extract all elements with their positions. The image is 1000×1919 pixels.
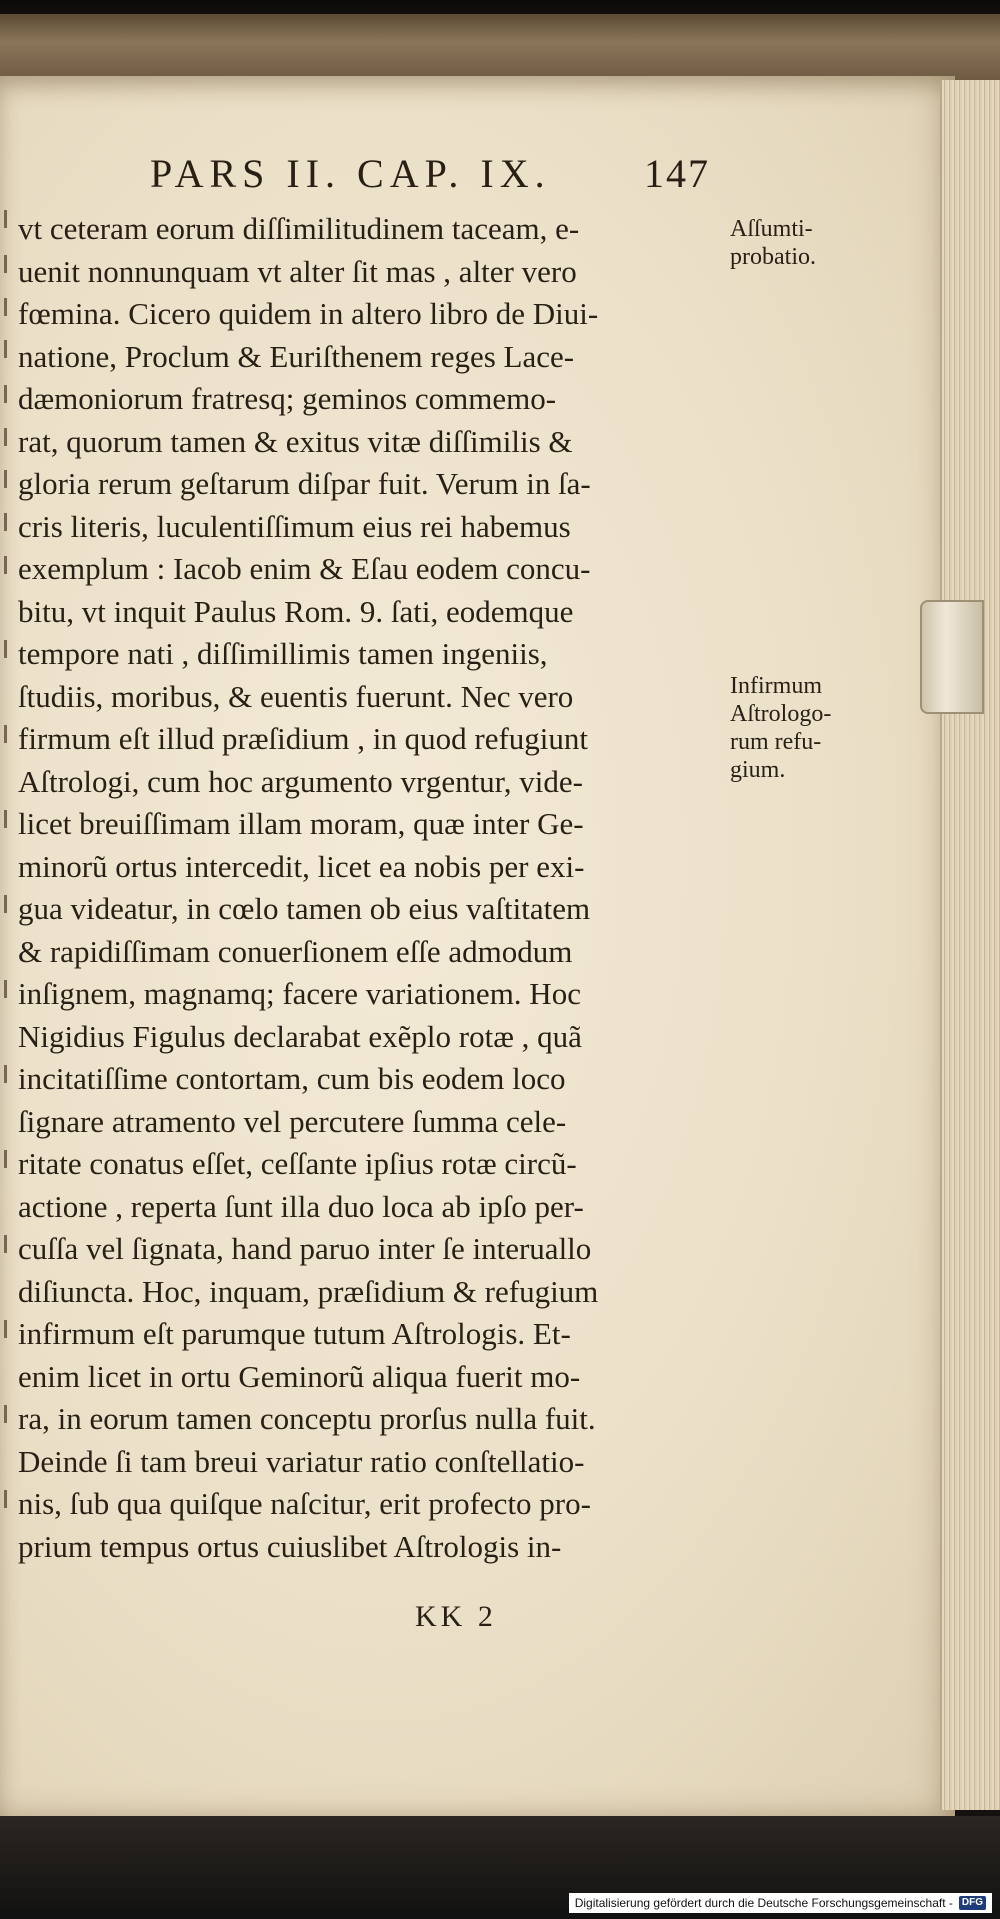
- text-line: ra, in eorum tamen conceptu prorſus nulla fuit.: [18, 1401, 596, 1436]
- text-line: & rapidiſſimam conuerſionem eſſe admodum: [18, 933, 573, 969]
- running-header: [150, 150, 710, 200]
- text-line: bitu, vt inquit Paulus Rom. 9. ſati, eodemque: [18, 593, 574, 629]
- text-line: gua videatur, in cœlo tamen ob eius vaſtitatem: [18, 891, 591, 926]
- margin-note-infirmum: [730, 672, 831, 784]
- text-line: Aſtrologi, cum hoc argumento vrgentur, vide-: [18, 763, 583, 799]
- text-line: nis, ſub qua quiſque naſcitur, erit profecto pro-: [18, 1486, 591, 1521]
- signature-mark: KK 2: [415, 1600, 497, 1633]
- text-line: exemplum : Iacob enim & Eſau eodem concu-: [18, 551, 591, 586]
- margin-note-assumti-probatio: [730, 215, 816, 271]
- text-line: incitatiſſime contortam, cum bis eodem loco: [18, 1061, 566, 1096]
- text-line: ritate conatus eſſet, ceſſante ipſius rotæ circũ-: [18, 1146, 577, 1181]
- text-line: tempore nati , diſſimillimis tamen ingeniis,: [18, 636, 548, 671]
- margin-note-line: rum refu-: [730, 729, 822, 755]
- text-line: minorũ ortus intercedit, licet ea nobis per exi-: [18, 848, 585, 884]
- text-line: Nigidius Figulus declarabat exẽplo rotæ , quã: [18, 1018, 582, 1054]
- running-title: PARS II. CAP. IX.: [150, 151, 551, 196]
- book-clasp: [920, 600, 984, 714]
- credit-text: Digitalisierung gefördert durch die Deutsche Forschungsgemeinschaft -: [574, 1896, 953, 1910]
- text-line: uenit nonnunquam vt alter ſit mas , alter vero: [18, 253, 577, 289]
- page-number: 147: [644, 151, 710, 196]
- text-line: licet breuiſſimam illam moram, quæ inter Ge-: [18, 806, 584, 841]
- margin-note-line: Infirmum: [730, 673, 822, 699]
- text-line: actione , reperta ſunt illa duo loca ab ipſo per-: [18, 1188, 584, 1224]
- text-line: dæmoniorum fratresq; geminos commemo-: [18, 381, 557, 416]
- margin-note-line: Aſtrologo-: [730, 701, 832, 727]
- text-line: cuſſa vel ſignata, hand paruo inter ſe interuallo: [18, 1231, 592, 1266]
- digitization-credit: [569, 1893, 992, 1913]
- text-line: ſignare atramento vel percutere ſumma cele-: [18, 1103, 567, 1139]
- text-line: prium tempus ortus cuiuslibet Aſtrologis in-: [18, 1528, 562, 1564]
- margin-note-line: probatio.: [730, 244, 816, 270]
- margin-note-line: Aſſumti-: [730, 216, 813, 242]
- gutter-marks: [0, 200, 14, 1600]
- margin-note-line: gium.: [730, 757, 786, 783]
- text-line: vt ceteram eorum diſſimilitudinem taceam, e-: [18, 211, 580, 246]
- body-text: [18, 208, 718, 1568]
- text-line: inſignem, magnamq; facere variationem. Hoc: [18, 976, 581, 1011]
- text-line: enim licet in ortu Geminorũ aliqua fuerit mo-: [18, 1358, 581, 1394]
- text-line: infirmum eſt parumque tutum Aſtrologis. Et-: [18, 1316, 571, 1351]
- text-line: diſiuncta. Hoc, inquam, præſidium & refugium: [18, 1273, 599, 1309]
- text-line: natione, Proclum & Euriſthenem reges Lace-: [18, 338, 575, 374]
- text-line: ſtudiis, moribus, & euentis fuerunt. Nec vero: [18, 678, 574, 714]
- text-line: Deinde ſi tam breui variatur ratio conſtellatio-: [18, 1443, 585, 1479]
- text-line: firmum eſt illud præſidium , in quod refugiunt: [18, 721, 589, 756]
- text-line: rat, quorum tamen & exitus vitæ diſſimilis &: [18, 423, 573, 459]
- dfg-logo: DFG: [959, 1896, 986, 1910]
- text-line: cris literis, luculentiſſimum eius rei habemus: [18, 508, 571, 544]
- text-line: fœmina. Cicero quidem in altero libro de Diui-: [18, 296, 599, 331]
- text-line: gloria rerum geſtarum diſpar fuit. Verum in ſa-: [18, 466, 591, 501]
- page-block-edges: [940, 80, 1000, 1810]
